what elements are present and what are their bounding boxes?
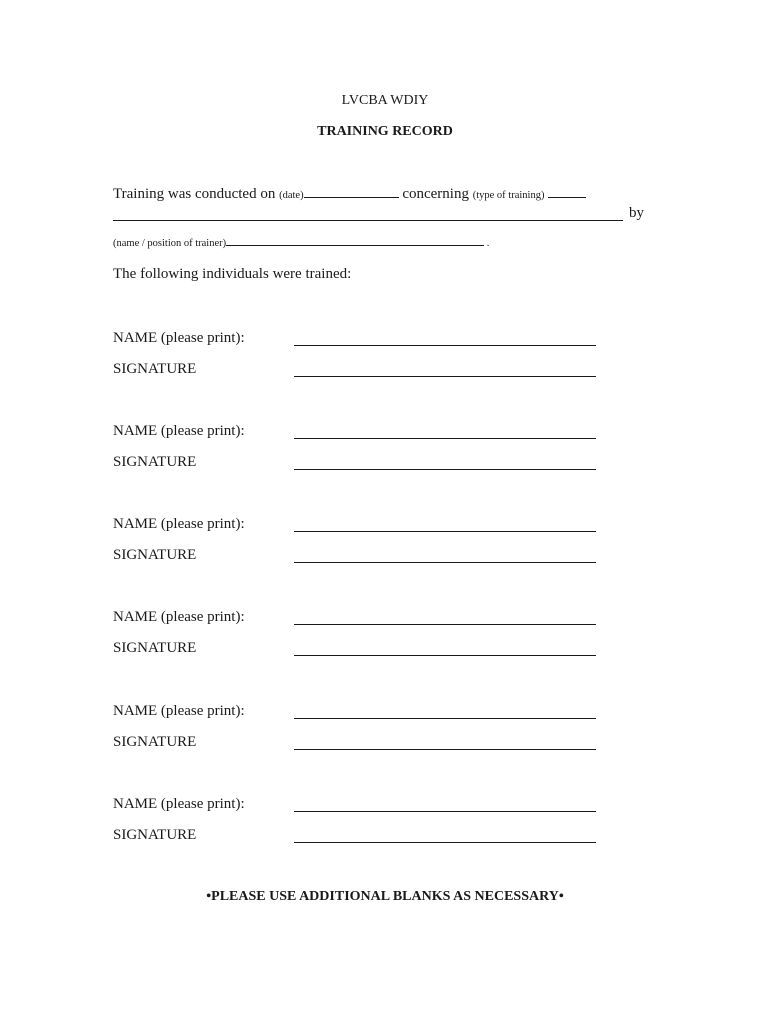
- name-label: NAME (please print):: [113, 609, 245, 625]
- date-field[interactable]: [304, 196, 399, 198]
- name-field[interactable]: [294, 811, 596, 812]
- signature-field[interactable]: [294, 562, 596, 563]
- intro-text: The following individuals were trained:: [113, 266, 352, 282]
- by-label: by: [629, 205, 644, 221]
- name-label: NAME (please print):: [113, 516, 245, 532]
- name-field[interactable]: [294, 438, 596, 439]
- date-label: (date): [279, 190, 304, 201]
- name-field[interactable]: [294, 718, 596, 719]
- trainer-field[interactable]: [226, 244, 484, 246]
- training-type-label: (type of training): [472, 190, 545, 201]
- name-label: NAME (please print):: [113, 423, 245, 439]
- name-field[interactable]: [294, 624, 596, 625]
- signature-field[interactable]: [294, 842, 596, 843]
- training-type-continuation-field[interactable]: [113, 220, 623, 221]
- organization-name: LVCBA WDIY: [341, 93, 429, 108]
- name-label: NAME (please print):: [113, 796, 245, 812]
- name-label: NAME (please print):: [113, 330, 245, 346]
- name-field[interactable]: [294, 345, 596, 346]
- trainer-label: (name / position of trainer): [113, 238, 227, 249]
- training-date-line: [113, 186, 586, 203]
- name-field[interactable]: [294, 531, 596, 532]
- signature-label: SIGNATURE: [113, 454, 197, 470]
- signature-field[interactable]: [294, 749, 596, 750]
- signature-label: SIGNATURE: [113, 547, 197, 563]
- trainer-suffix: .: [486, 238, 490, 249]
- signature-label: SIGNATURE: [113, 827, 197, 843]
- trainer-line: [113, 238, 489, 249]
- training-type-field[interactable]: [548, 196, 586, 198]
- signature-field[interactable]: [294, 376, 596, 377]
- document-title: TRAINING RECORD: [317, 124, 453, 139]
- signature-label: SIGNATURE: [113, 361, 197, 377]
- signature-field[interactable]: [294, 469, 596, 470]
- signature-field[interactable]: [294, 655, 596, 656]
- concerning-label: concerning: [402, 186, 469, 202]
- footer-note: •PLEASE USE ADDITIONAL BLANKS AS NECESSARY•: [206, 889, 564, 904]
- signature-label: SIGNATURE: [113, 640, 197, 656]
- signature-label: SIGNATURE: [113, 734, 197, 750]
- conducted-prefix: Training was conducted on: [113, 186, 276, 202]
- name-label: NAME (please print):: [113, 703, 245, 719]
